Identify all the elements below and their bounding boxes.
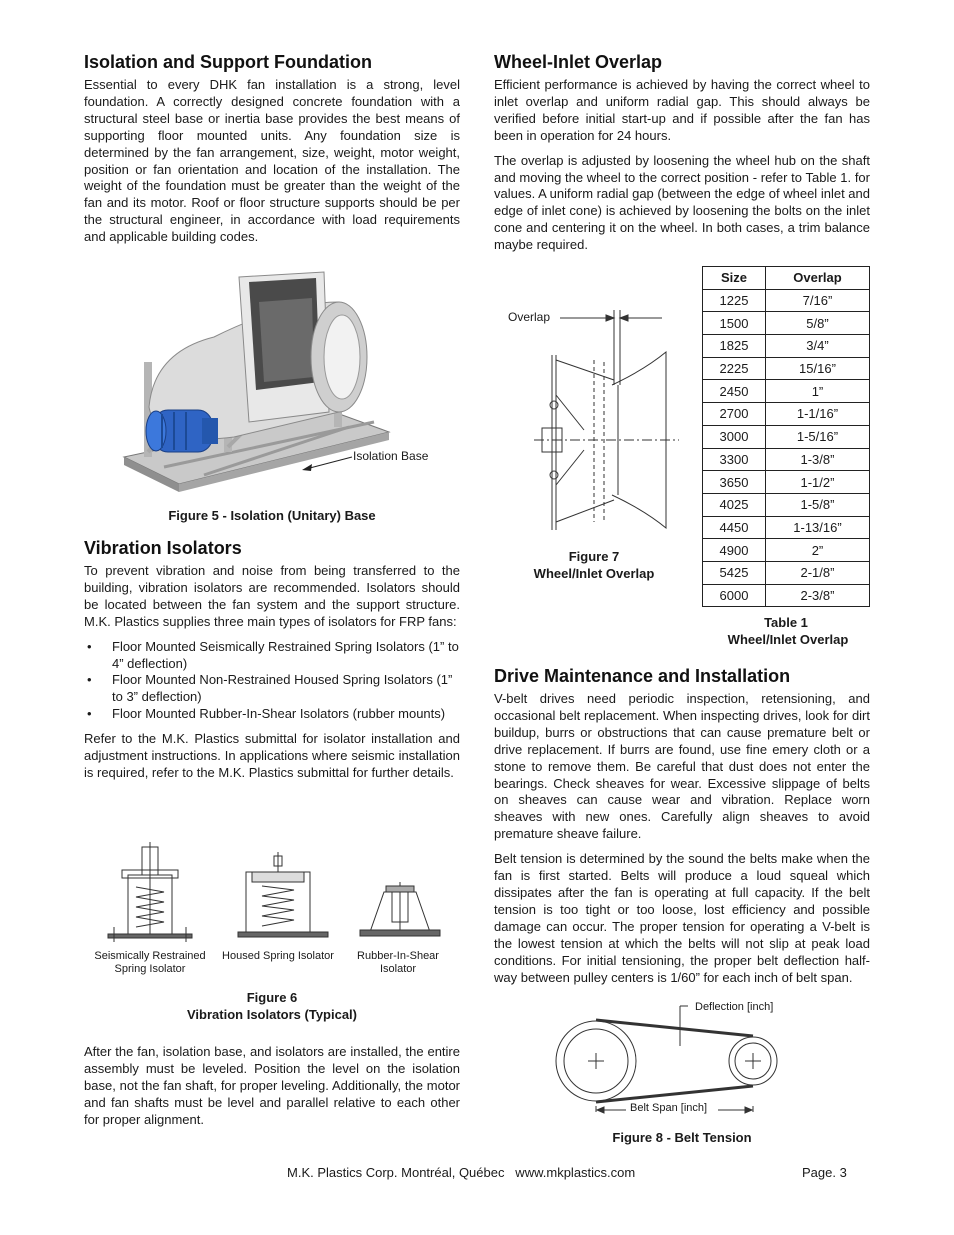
figure-7-caption-number: Figure 7 xyxy=(568,549,620,564)
size-cell: 1825 xyxy=(703,335,766,358)
size-header: Size xyxy=(703,267,766,290)
isolation-section xyxy=(84,52,460,254)
overlap-cell: 1-1/2” xyxy=(765,471,869,494)
figure-5-caption: Figure 5 - Isolation (Unitary) Base xyxy=(168,508,376,523)
table-row xyxy=(703,380,870,403)
table-row xyxy=(703,403,870,426)
fan-isolation-base-illustration xyxy=(84,262,460,502)
seismic-isolator-label: Seismically Restrained Spring Isolator xyxy=(94,950,206,975)
size-cell: 3000 xyxy=(703,425,766,448)
housed-isolator-label: Housed Spring Isolator xyxy=(222,950,334,962)
table-row xyxy=(703,539,870,562)
overlap-cell: 1” xyxy=(765,380,869,403)
drive-p1: V-belt drives need periodic inspection, retensioning, and occasional belt replacement. When inspecting drives, look for dirt buildup, burrs or obstructions that can cause premature belt or drive replacement. If burrs are found, use fine emery cloth or a stone to remove them. Be careful that dust does not enter the bearings. Check sheaves for wear. Excessive slippage of belts on sheaves can cause wear and vibration. Replace worn sheaves with new ones. Carefully align sheaves to avoid premature sheave failure. xyxy=(494,691,870,842)
isolation-base-label: Isolation Base xyxy=(353,449,429,463)
figure-8-caption: Figure 8 - Belt Tension xyxy=(612,1130,752,1145)
wheel-inlet-p2: The overlap is adjusted by loosening the wheel hub on the shaft and moving the wheel to the correct position - refer to Table 1. for values. A uniform radial gap (between the edge of wheel inlet and edge of inlet cone) is achieved by loosening the bolts on the inlet cone and centering it on the wheel. In both cases, a trim balance maybe required. xyxy=(494,152,870,253)
size-cell: 1225 xyxy=(703,289,766,312)
overlap-cell: 1-5/16” xyxy=(765,425,869,448)
size-cell: 5425 xyxy=(703,561,766,584)
rubber-isolator-label: Rubber-In-Shear Isolator xyxy=(357,950,439,975)
drive-p2: Belt tension is determined by the sound the belts make when the fan is first started. Belts will produce a loud squeal which dissipates after the fan is operating at full capacity. If the belt tension is too tight or too loose, lost efficiency and possible damage can occur. The proper tension for operating a V-belt is the lowest tension at which the belts will not slip at peak load conditions. For initial tensioning, the proper belt deflection half-way between pulley centers is 1/60” for each inch of belt span. xyxy=(494,851,870,985)
size-cell: 4900 xyxy=(703,539,766,562)
overlap-table-body xyxy=(703,289,870,607)
rubber-in-shear-drawing xyxy=(360,882,440,936)
overlap-cell: 2-3/8” xyxy=(765,584,869,607)
drive-section xyxy=(494,666,870,994)
table-header-row xyxy=(703,267,870,290)
table-row xyxy=(703,357,870,380)
leveling-body: After the fan, isolation base, and isolators are installed, the entire assembly must be leveled. Position the level on the isolation base, not the fan shaft, for proper leveling. Additionally, the motor and fan shafts must be level and parallel relative to each other for proper alignment. xyxy=(84,1044,460,1127)
table-row xyxy=(703,312,870,335)
table-row xyxy=(703,335,870,358)
size-cell: 2450 xyxy=(703,380,766,403)
table-1-caption-number: Table 1 xyxy=(764,615,808,630)
size-cell: 1500 xyxy=(703,312,766,335)
figure-6 xyxy=(84,842,460,1027)
wheel-inlet-p1: Efficient performance is achieved by having the correct wheel to inlet overlap and uniform radial gap. This should always be verified before initial start-up and if possible after the fan has been in operation for 24 hours. xyxy=(494,77,870,143)
list-item: • Floor Mounted Rubber-In-Shear Isolators (rubber mounts) xyxy=(84,706,460,723)
wheel-inlet-drawing xyxy=(494,300,694,540)
overlap-table xyxy=(702,266,870,607)
overlap-cell: 5/8” xyxy=(765,312,869,335)
overlap-header: Overlap xyxy=(765,267,869,290)
size-cell: 6000 xyxy=(703,584,766,607)
vibration-heading: Vibration Isolators xyxy=(84,538,242,558)
isolator-types-list xyxy=(84,639,460,724)
size-cell: 2700 xyxy=(703,403,766,426)
overlap-cell: 2” xyxy=(765,539,869,562)
table-row xyxy=(703,425,870,448)
wheel-inlet-heading: Wheel-Inlet Overlap xyxy=(494,52,663,72)
figure-6-caption-number: Figure 6 xyxy=(246,990,298,1005)
table-row xyxy=(703,584,870,607)
size-cell: 3650 xyxy=(703,471,766,494)
figure-7 xyxy=(494,300,694,590)
table-row xyxy=(703,448,870,471)
vibration-refer: Refer to the M.K. Plastics submittal for isolator installation and adjustment instructions. In applications where seismic installation is required, refer to the M.K. Plastics submittal for further details. xyxy=(84,731,460,780)
housed-isolator-drawing xyxy=(238,852,328,937)
overlap-cell: 3/4” xyxy=(765,335,869,358)
footer-company: M.K. Plastics Corp. Montréal, Québec www.mkplastics.com xyxy=(287,1165,636,1180)
figure-8 xyxy=(494,998,870,1148)
table-row xyxy=(703,289,870,312)
isolation-heading: Isolation and Support Foundation xyxy=(84,52,372,72)
overlap-label: Overlap xyxy=(508,310,551,324)
figure-6-caption-title: Vibration Isolators (Typical) xyxy=(187,1007,357,1022)
belt-span-label: Belt Span [inch] xyxy=(630,1102,708,1114)
size-cell: 2225 xyxy=(703,357,766,380)
figure-7-caption-title: Wheel/Inlet Overlap xyxy=(533,566,655,581)
leveling-section xyxy=(84,1044,460,1137)
table-row xyxy=(703,561,870,584)
size-cell: 4025 xyxy=(703,493,766,516)
table-row xyxy=(703,471,870,494)
overlap-cell: 1-3/8” xyxy=(765,448,869,471)
size-cell: 3300 xyxy=(703,448,766,471)
isolation-body: Essential to every DHK fan installation is a strong, level foundation. A correctly designed concrete foundation with a structural steel base or inertia base provides the best means of supporting floor mounted units. Any foundation size is determined by the fan arrangement, size, weight, motor weight, position or fan orientation and location of the installation. The weight of the foundation must be greater than the weight of the fan and its motor. Roof or floor structure supports should be per the structural engineer, in accordance with load requirements and applicable building codes. xyxy=(84,77,460,245)
isolators-drawing xyxy=(84,842,460,947)
table-row xyxy=(703,493,870,516)
overlap-cell: 7/16” xyxy=(765,289,869,312)
list-item: • Floor Mounted Non-Restrained Housed Spring Isolators (1” to 3” deflection) xyxy=(84,672,460,706)
size-cell: 4450 xyxy=(703,516,766,539)
seismic-isolator-drawing xyxy=(108,842,192,942)
overlap-cell: 2-1/8” xyxy=(765,561,869,584)
overlap-cell: 15/16” xyxy=(765,357,869,380)
overlap-cell: 1-1/16” xyxy=(765,403,869,426)
table-row xyxy=(703,516,870,539)
overlap-cell: 1-13/16” xyxy=(765,516,869,539)
table-1-caption-title: Wheel/Inlet Overlap xyxy=(727,632,849,647)
list-item: • Floor Mounted Seismically Restrained Spring Isolators (1” to 4” deflection) xyxy=(84,639,460,673)
figure-5 xyxy=(84,262,460,527)
overlap-cell: 1-5/8” xyxy=(765,493,869,516)
wheel-inlet-section xyxy=(494,52,870,262)
page-number: Page. 3 xyxy=(802,1165,847,1180)
vibration-intro: To prevent vibration and noise from being transferred to the building, vibration isolators are recommended. Isolators should be located between the fan system and the support structure. M.K. Plastics supplies three main types of isolators for FRP fans: xyxy=(84,563,460,629)
vibration-section xyxy=(84,538,460,790)
deflection-label: Deflection [inch] xyxy=(695,1001,774,1013)
drive-heading: Drive Maintenance and Installation xyxy=(494,666,791,686)
